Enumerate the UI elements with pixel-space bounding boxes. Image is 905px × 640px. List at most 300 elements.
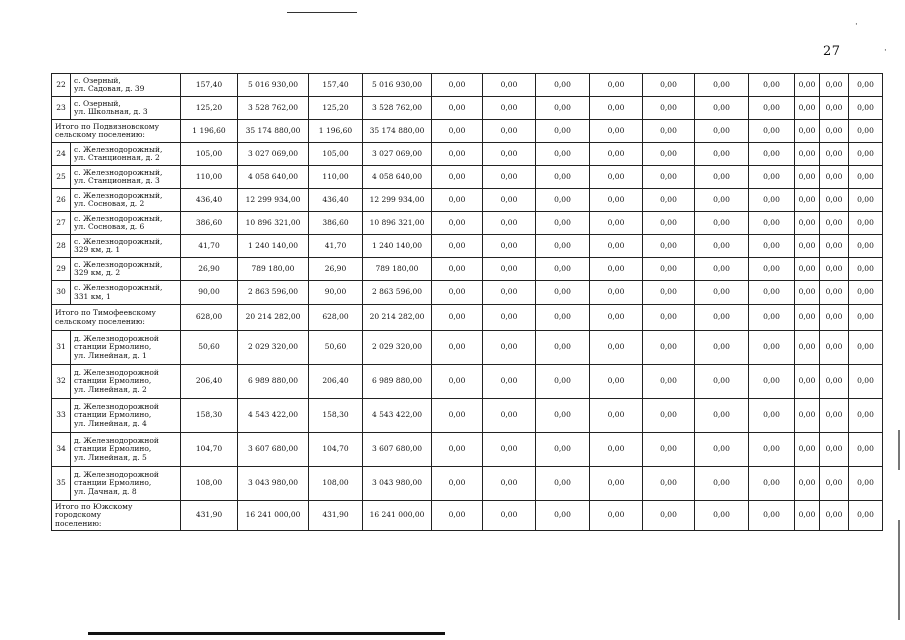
row-number: 25 [52,166,71,189]
row-number: 28 [52,235,71,258]
cell-line: д. Железнодорожной [74,435,159,445]
zero-value: 0,00 [536,305,590,331]
zero-value: 0,00 [820,399,849,433]
zero-value: 0,00 [695,501,749,531]
cell-line: ул. Станционная, д. 2 [74,153,160,162]
zero-value: 0,00 [695,305,749,331]
cost-total: 5 016 930,00 [238,74,309,97]
zero-value: 0,00 [643,399,695,433]
zero-value: 0,00 [820,235,849,258]
zero-value: 0,00 [695,235,749,258]
zero-value: 0,00 [695,166,749,189]
zero-value: 0,00 [820,281,849,305]
zero-value: 0,00 [590,212,643,235]
zero-value: 0,00 [536,467,590,501]
zero-value: 0,00 [749,399,795,433]
cost-funded: 3 043 980,00 [363,467,432,501]
zero-value: 0,00 [590,120,643,143]
cost-total: 3 027 069,00 [238,143,309,166]
zero-value: 0,00 [849,97,883,120]
zero-value: 0,00 [432,189,483,212]
zero-value: 0,00 [643,143,695,166]
cell-line: Итого по Подвязновскому [55,121,160,131]
area-funded: 50,60 [309,331,363,365]
zero-value: 0,00 [820,143,849,166]
zero-value: 0,00 [795,305,820,331]
cost-funded: 12 299 934,00 [363,189,432,212]
table-row [52,212,883,235]
cell-line: ул. Садовая, д. 39 [74,84,145,93]
cost-funded: 16 241 000,00 [363,501,432,531]
zero-value: 0,00 [849,501,883,531]
zero-value: 0,00 [590,305,643,331]
zero-value: 0,00 [536,120,590,143]
cell-line: станции Ермолино, [74,376,152,386]
cost-total: 3 528 762,00 [238,97,309,120]
cost-total: 20 214 282,00 [238,305,309,331]
address [71,258,181,281]
zero-value: 0,00 [432,74,483,97]
zero-value: 0,00 [483,399,536,433]
zero-value: 0,00 [849,189,883,212]
area-funded: 1 196,60 [309,120,363,143]
zero-value: 0,00 [432,305,483,331]
total-row [52,305,883,331]
cell-line: д. Железнодорожной [74,367,159,377]
zero-value: 0,00 [643,281,695,305]
zero-value: 0,00 [849,212,883,235]
zero-value: 0,00 [536,365,590,399]
zero-value: 0,00 [590,365,643,399]
area-total: 26,90 [181,258,238,281]
zero-value: 0,00 [590,258,643,281]
zero-value: 0,00 [849,331,883,365]
area-funded: 158,30 [309,399,363,433]
zero-value: 0,00 [795,467,820,501]
zero-value: 0,00 [695,120,749,143]
cost-total: 10 896 321,00 [238,212,309,235]
area-total: 157,40 [181,74,238,97]
row-number: 23 [52,97,71,120]
area-funded: 90,00 [309,281,363,305]
zero-value: 0,00 [820,331,849,365]
zero-value: 0,00 [643,501,695,531]
total-label [52,120,181,143]
zero-value: 0,00 [749,166,795,189]
address [71,467,181,501]
scan-edge-mark [898,430,900,470]
zero-value: 0,00 [590,331,643,365]
address [71,166,181,189]
table-row [52,281,883,305]
cell-line: ул. Станционная, д. 3 [74,176,160,185]
zero-value: 0,00 [695,258,749,281]
zero-value: 0,00 [432,501,483,531]
zero-value: 0,00 [695,399,749,433]
address [71,143,181,166]
zero-value: 0,00 [483,305,536,331]
area-total: 104,70 [181,433,238,467]
cell-line: д. Железнодорожной [74,469,159,479]
address [71,235,181,258]
zero-value: 0,00 [695,143,749,166]
table-row [52,166,883,189]
cell-line: ул. Линейная, д. 5 [74,452,147,462]
area-funded: 105,00 [309,143,363,166]
address [71,189,181,212]
zero-value: 0,00 [590,189,643,212]
zero-value: 0,00 [695,331,749,365]
zero-value: 0,00 [749,235,795,258]
address [71,365,181,399]
cost-total: 3 043 980,00 [238,467,309,501]
cell-line: Итого по Южскому городскому [55,501,133,520]
cell-line: ул. Линейная, д. 4 [74,418,147,428]
row-number: 35 [52,467,71,501]
row-number: 27 [52,212,71,235]
zero-value: 0,00 [795,258,820,281]
cost-funded: 35 174 880,00 [363,120,432,143]
cell-line: станции Ермолино, [74,410,152,420]
zero-value: 0,00 [536,501,590,531]
total-row [52,501,883,531]
cost-funded: 1 240 140,00 [363,235,432,258]
table-body [52,74,883,531]
zero-value: 0,00 [483,189,536,212]
zero-value: 0,00 [643,97,695,120]
zero-value: 0,00 [432,120,483,143]
area-total: 436,40 [181,189,238,212]
zero-value: 0,00 [695,189,749,212]
cost-total: 4 543 422,00 [238,399,309,433]
cell-line: с. Железнодорожный, [74,283,163,292]
address [71,331,181,365]
zero-value: 0,00 [795,399,820,433]
zero-value: 0,00 [536,433,590,467]
zero-value: 0,00 [795,97,820,120]
table-row [52,74,883,97]
zero-value: 0,00 [795,120,820,143]
area-total: 125,20 [181,97,238,120]
zero-value: 0,00 [749,143,795,166]
zero-value: 0,00 [795,281,820,305]
cost-total: 12 299 934,00 [238,189,309,212]
zero-value: 0,00 [849,399,883,433]
cost-funded: 6 989 880,00 [363,365,432,399]
row-number: 24 [52,143,71,166]
cell-line: станции Ермолино, [74,342,152,352]
zero-value: 0,00 [432,143,483,166]
cost-total: 3 607 680,00 [238,433,309,467]
address [71,74,181,97]
cost-total: 789 180,00 [238,258,309,281]
scan-speck: · [855,20,858,30]
area-total: 206,40 [181,365,238,399]
zero-value: 0,00 [820,365,849,399]
cell-line: ул. Сосновая, д. 2 [74,199,145,208]
total-label [52,501,181,531]
zero-value: 0,00 [849,120,883,143]
cost-total: 2 029 320,00 [238,331,309,365]
area-total: 105,00 [181,143,238,166]
zero-value: 0,00 [643,433,695,467]
zero-value: 0,00 [749,467,795,501]
cell-line: станции Ермолино, [74,444,152,454]
cost-funded: 10 896 321,00 [363,212,432,235]
zero-value: 0,00 [820,501,849,531]
area-funded: 104,70 [309,433,363,467]
zero-value: 0,00 [590,467,643,501]
table-row [52,433,883,467]
zero-value: 0,00 [590,399,643,433]
zero-value: 0,00 [749,97,795,120]
zero-value: 0,00 [749,120,795,143]
zero-value: 0,00 [643,467,695,501]
zero-value: 0,00 [695,281,749,305]
table-row [52,331,883,365]
total-label [52,305,181,331]
header-line [287,12,357,13]
zero-value: 0,00 [536,143,590,166]
zero-value: 0,00 [749,501,795,531]
zero-value: 0,00 [483,433,536,467]
cost-funded: 789 180,00 [363,258,432,281]
cell-line: 329 км, д. 2 [74,268,121,277]
zero-value: 0,00 [483,501,536,531]
zero-value: 0,00 [590,143,643,166]
zero-value: 0,00 [749,189,795,212]
cost-funded: 3 027 069,00 [363,143,432,166]
table-row [52,235,883,258]
cell-line: 331 км, 1 [74,291,111,301]
zero-value: 0,00 [590,166,643,189]
zero-value: 0,00 [795,235,820,258]
cost-total: 1 240 140,00 [238,235,309,258]
zero-value: 0,00 [483,120,536,143]
zero-value: 0,00 [643,305,695,331]
zero-value: 0,00 [849,166,883,189]
zero-value: 0,00 [432,212,483,235]
row-number: 29 [52,258,71,281]
zero-value: 0,00 [795,212,820,235]
cost-total: 2 863 596,00 [238,281,309,305]
area-funded: 110,00 [309,166,363,189]
area-total: 1 196,60 [181,120,238,143]
scan-edge-mark [898,520,900,620]
page-number: 27 [823,44,841,59]
zero-value: 0,00 [432,258,483,281]
zero-value: 0,00 [849,235,883,258]
zero-value: 0,00 [795,331,820,365]
table-row [52,258,883,281]
zero-value: 0,00 [483,235,536,258]
cell-line: д. Железнодорожной [74,401,159,411]
cell-line: поселению: [55,518,102,528]
zero-value: 0,00 [483,281,536,305]
area-funded: 157,40 [309,74,363,97]
zero-value: 0,00 [432,467,483,501]
area-total: 158,30 [181,399,238,433]
zero-value: 0,00 [536,399,590,433]
zero-value: 0,00 [849,365,883,399]
zero-value: 0,00 [536,331,590,365]
cost-funded: 20 214 282,00 [363,305,432,331]
cell-line: д. Железнодорожной [74,333,159,343]
table-row [52,365,883,399]
cost-total: 35 174 880,00 [238,120,309,143]
row-number: 33 [52,399,71,433]
row-number: 32 [52,365,71,399]
zero-value: 0,00 [795,365,820,399]
cost-total: 16 241 000,00 [238,501,309,531]
zero-value: 0,00 [695,467,749,501]
zero-value: 0,00 [432,433,483,467]
zero-value: 0,00 [432,281,483,305]
cost-funded: 4 058 640,00 [363,166,432,189]
address [71,433,181,467]
zero-value: 0,00 [849,433,883,467]
cell-line: ул. Дачная, д. 8 [74,486,137,496]
row-number: 22 [52,74,71,97]
cell-line: ул. Линейная, д. 1 [74,350,147,360]
zero-value: 0,00 [820,189,849,212]
zero-value: 0,00 [536,166,590,189]
area-funded: 386,60 [309,212,363,235]
address [71,399,181,433]
area-funded: 41,70 [309,235,363,258]
zero-value: 0,00 [590,501,643,531]
cost-total: 4 058 640,00 [238,166,309,189]
area-funded: 206,40 [309,365,363,399]
zero-value: 0,00 [849,143,883,166]
cell-line: с. Железнодорожный, [74,236,163,246]
zero-value: 0,00 [849,305,883,331]
zero-value: 0,00 [536,97,590,120]
row-number: 30 [52,281,71,305]
cell-line: с. Озерный, [74,98,121,108]
footer-line [88,632,445,635]
row-number: 34 [52,433,71,467]
zero-value: 0,00 [536,258,590,281]
area-funded: 108,00 [309,467,363,501]
table-row [52,467,883,501]
zero-value: 0,00 [536,189,590,212]
zero-value: 0,00 [749,433,795,467]
zero-value: 0,00 [749,212,795,235]
zero-value: 0,00 [849,281,883,305]
cell-line: с. Железнодорожный, [74,259,163,269]
zero-value: 0,00 [643,74,695,97]
zero-value: 0,00 [795,166,820,189]
zero-value: 0,00 [820,467,849,501]
cell-line: станции Ермолино, [74,478,152,488]
table-row [52,399,883,433]
area-funded: 125,20 [309,97,363,120]
zero-value: 0,00 [749,258,795,281]
area-total: 108,00 [181,467,238,501]
zero-value: 0,00 [795,74,820,97]
cell-line: ул. Линейная, д. 2 [74,384,147,394]
zero-value: 0,00 [483,258,536,281]
area-total: 431,90 [181,501,238,531]
zero-value: 0,00 [820,120,849,143]
zero-value: 0,00 [695,212,749,235]
zero-value: 0,00 [536,281,590,305]
zero-value: 0,00 [695,97,749,120]
zero-value: 0,00 [695,433,749,467]
cost-total: 6 989 880,00 [238,365,309,399]
cell-line: ул. Сосновая, д. 6 [74,222,145,231]
area-total: 628,00 [181,305,238,331]
area-funded: 628,00 [309,305,363,331]
zero-value: 0,00 [849,258,883,281]
area-total: 41,70 [181,235,238,258]
zero-value: 0,00 [820,74,849,97]
zero-value: 0,00 [643,212,695,235]
zero-value: 0,00 [643,331,695,365]
zero-value: 0,00 [590,433,643,467]
zero-value: 0,00 [590,281,643,305]
zero-value: 0,00 [820,212,849,235]
zero-value: 0,00 [820,97,849,120]
zero-value: 0,00 [849,467,883,501]
area-total: 110,00 [181,166,238,189]
zero-value: 0,00 [643,120,695,143]
table-row [52,143,883,166]
zero-value: 0,00 [483,212,536,235]
zero-value: 0,00 [749,331,795,365]
address [71,281,181,305]
zero-value: 0,00 [643,166,695,189]
cost-funded: 2 029 320,00 [363,331,432,365]
zero-value: 0,00 [820,166,849,189]
total-row [52,120,883,143]
zero-value: 0,00 [820,258,849,281]
zero-value: 0,00 [590,235,643,258]
cell-line: с. Железнодорожный, [74,190,163,200]
row-number: 26 [52,189,71,212]
zero-value: 0,00 [795,501,820,531]
zero-value: 0,00 [749,365,795,399]
zero-value: 0,00 [643,189,695,212]
zero-value: 0,00 [820,433,849,467]
zero-value: 0,00 [536,212,590,235]
zero-value: 0,00 [483,74,536,97]
zero-value: 0,00 [483,143,536,166]
zero-value: 0,00 [483,97,536,120]
zero-value: 0,00 [432,331,483,365]
zero-value: 0,00 [795,189,820,212]
zero-value: 0,00 [643,258,695,281]
zero-value: 0,00 [590,97,643,120]
zero-value: 0,00 [695,74,749,97]
address [71,212,181,235]
zero-value: 0,00 [643,235,695,258]
zero-value: 0,00 [432,166,483,189]
cell-line: 329 км, д. 1 [74,245,121,254]
cost-funded: 4 543 422,00 [363,399,432,433]
zero-value: 0,00 [590,74,643,97]
scan-speck: · [884,46,887,56]
cell-line: ул. Школьная, д. 3 [74,107,148,116]
table-row [52,189,883,212]
area-funded: 431,90 [309,501,363,531]
zero-value: 0,00 [795,143,820,166]
cell-line: сельскому поселению: [55,316,145,326]
area-funded: 26,90 [309,258,363,281]
zero-value: 0,00 [432,365,483,399]
cost-funded: 3 528 762,00 [363,97,432,120]
